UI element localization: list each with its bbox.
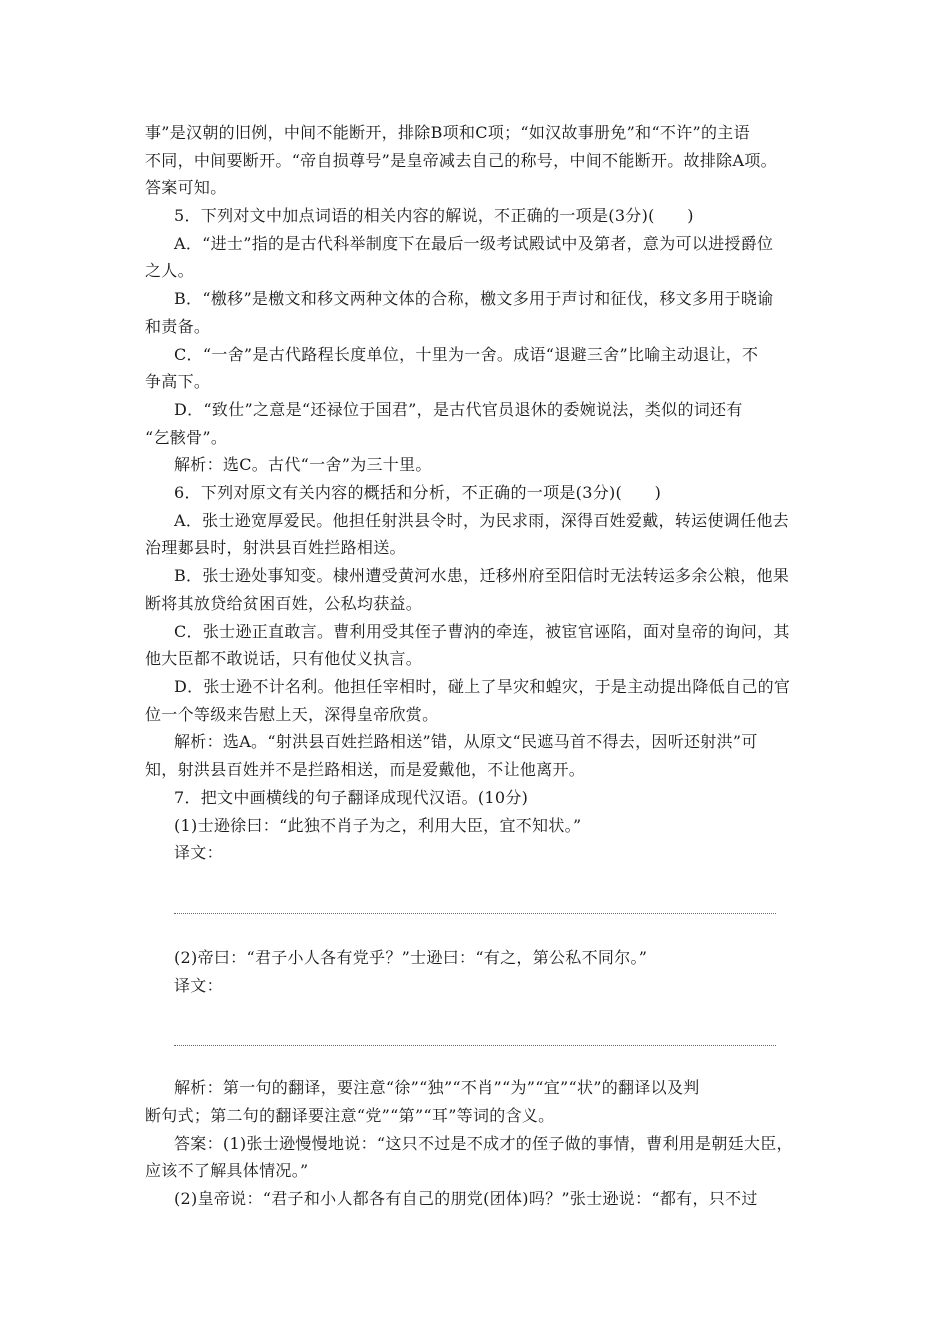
option-b: B．“檄移”是檄文和移文两种文体的合称，檄文多用于声讨和征伐，移文多用于晓谕: [174, 289, 774, 308]
option-a: A．张士逊宽厚爱民。他担任射洪县令时，为民求雨，深得百姓爱戴，转运使调任他去: [174, 511, 789, 530]
answer-line: [174, 913, 776, 914]
sentence-1: (1)士逊徐曰：“此独不肖子为之，利用大臣，宜不知状。”: [174, 816, 582, 835]
translation-label: 译文：: [174, 976, 223, 995]
text-line: 位一个等级来告慰上天，深得皇帝欣赏。: [145, 705, 439, 724]
question-6-title: 6．下列对原文有关内容的概括和分析，不正确的一项是(3分)( ): [174, 483, 662, 502]
text-line: 争高下。: [145, 372, 211, 391]
text-line: 之人。: [145, 261, 194, 280]
question-5-title: 5．下列对文中加点词语的相关内容的解说，不正确的一项是(3分)( ): [174, 206, 694, 225]
analysis-5: 解析：选C。古代“一舍”为三十里。: [174, 455, 432, 474]
text-line: 答案可知。: [145, 178, 227, 197]
analysis-6: 解析：选A。“射洪县百姓拦路相送”错，从原文“民遮马首不得去，因听还射洪”可: [174, 732, 758, 751]
text-line: 断将其放贷给贫困百姓，公私均获益。: [145, 594, 423, 613]
text-line: 断句式；第二句的翻译要注意“党”“第”“耳”等词的含义。: [145, 1106, 555, 1125]
analysis-7: 解析：第一句的翻译，要注意“徐”“独”“不肖”“为”“宜”“状”的翻译以及判: [174, 1078, 700, 1097]
option-d: D．张士逊不计名利。他担任宰相时，碰上了旱灾和蝗灾，于是主动提出降低自己的官: [174, 677, 791, 696]
sentence-2: (2)帝曰：“君子小人各有党乎？”士逊曰：“有之，第公私不同尔。”: [174, 948, 648, 967]
answer-7: 答案：(1)张士逊慢慢地说：“这只不过是不成才的侄子做的事情，曹利用是朝廷大臣，: [174, 1134, 793, 1153]
option-a: A．“进士”指的是古代科举制度下在最后一级考试殿试中及第者，意为可以进授爵位: [174, 234, 774, 253]
text-line: 不同，中间要断开。“帝自损尊号”是皇帝减去自己的称号，中间不能断开。故排除A项。: [145, 151, 777, 170]
option-c: C．张士逊正直敢言。曹利用受其侄子曹汭的牵连，被宦官诬陷，面对皇帝的询问，其: [174, 622, 790, 641]
option-d: D．“致仕”之意是“还禄位于国君”，是古代官员退休的委婉说法，类似的词还有: [174, 400, 743, 419]
text-line: “乞骸骨”。: [145, 428, 228, 447]
answer-7-part-2: (2)皇帝说：“君子和小人都各有自己的朋党(团体)吗？”张士逊说：“都有，只不过: [174, 1189, 758, 1208]
text-line: 治理郪县时，射洪县百姓拦路相送。: [145, 538, 406, 557]
translation-label: 译文：: [174, 843, 223, 862]
text-line: 他大臣都不敢说话，只有他仗义执言。: [145, 649, 423, 668]
text-line: 应该不了解具体情况。”: [145, 1161, 309, 1180]
text-line: 和责备。: [145, 317, 211, 336]
answer-line: [174, 1045, 776, 1046]
text-line: 事”是汉朝的旧例，中间不能断开，排除B项和C项；“如汉故事册免”和“不许”的主语: [145, 123, 750, 142]
option-c: C．“一舍”是古代路程长度单位，十里为一舍。成语“退避三舍”比喻主动退让，不: [174, 345, 759, 364]
option-b: B．张士逊处事知变。棣州遭受黄河水患，迁移州府至阳信时无法转运多余公粮，他果: [174, 566, 790, 585]
text-line: 知，射洪县百姓并不是拦路相送，而是爱戴他，不让他离开。: [145, 760, 586, 779]
question-7-title: 7．把文中画横线的句子翻译成现代汉语。(10分): [174, 788, 529, 807]
